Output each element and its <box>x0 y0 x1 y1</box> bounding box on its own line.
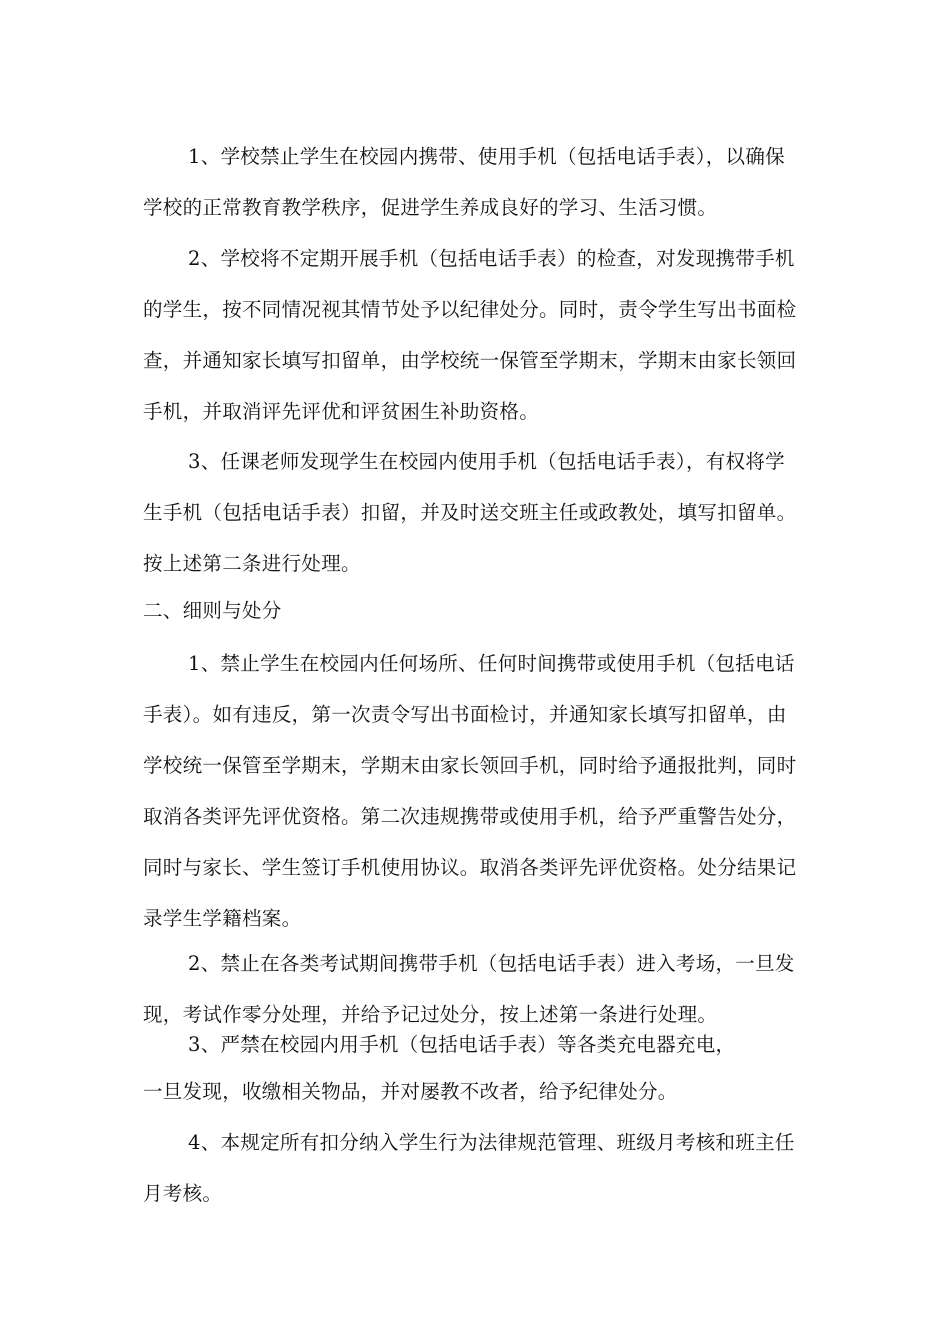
text-line: 的学生，按不同情况视其情节处予以纪律处分。同时，责令学生写出书面检 <box>143 298 797 321</box>
paragraph-rule-2 <box>143 233 819 437</box>
text-line: 1、禁止学生在校园内任何场所、任何时间携带或使用手机（包括电话 <box>188 652 795 675</box>
section-heading: 二、细则与处分 <box>143 599 282 622</box>
text-line: 学校统一保管至学期末，学期末由家长领回手机，同时给予通报批判，同时 <box>143 754 797 777</box>
text-line: 手表）。如有违反，第一次责令写出书面检讨，并通知家长填写扣留单，由 <box>143 703 787 726</box>
text-line: 3、任课老师发现学生在校园内使用手机（包括电话手表），有权将学 <box>188 450 785 473</box>
text-line: 2、禁止在各类考试期间携带手机（包括电话手表）进入考场，一旦发 <box>188 952 795 975</box>
text-line: 4、本规定所有扣分纳入学生行为法律规范管理、班级月考核和班主任 <box>188 1131 795 1154</box>
text-line: 学校的正常教育教学秩序，促进学生养成良好的学习、生活习惯。 <box>143 196 718 219</box>
paragraph-detail-4 <box>143 1117 819 1219</box>
text-line: 同时与家长、学生签订手机使用协议。取消各类评先评优资格。处分结果记 <box>143 856 797 879</box>
text-line: 3、严禁在校园内用手机（包括电话手表）等各类充电器充电， <box>188 1033 736 1056</box>
text-line: 2、学校将不定期开展手机（包括电话手表）的检查，对发现携带手机 <box>188 247 795 270</box>
text-line: 一旦发现，收缴相关物品，并对屡教不改者，给予纪律处分。 <box>143 1080 678 1103</box>
text-line: 录学生学籍档案。 <box>143 907 302 930</box>
paragraph-rule-3 <box>143 436 819 589</box>
paragraph-detail-3 <box>143 1021 819 1115</box>
text-line: 手机，并取消评先评优和评贫困生补助资格。 <box>143 400 540 423</box>
text-line: 月考核。 <box>143 1182 223 1205</box>
text-line: 查，并通知家长填写扣留单，由学校统一保管至学期末，学期末由家长领回 <box>143 349 797 372</box>
text-line: 生手机（包括电话手表）扣留，并及时送交班主任或政教处，填写扣留单。 <box>143 501 797 524</box>
text-line: 取消各类评先评优资格。第二次违规携带或使用手机，给予严重警告处分， <box>143 805 797 828</box>
paragraph-detail-1 <box>143 638 819 944</box>
text-line: 按上述第二条进行处理。 <box>143 552 361 575</box>
text-line: 现，考试作零分处理，并给予记过处分，按上述第一条进行处理。 <box>143 1003 718 1026</box>
paragraph-rule-1 <box>143 131 819 233</box>
text-line: 1、学校禁止学生在校园内携带、使用手机（包括电话手表），以确保 <box>188 145 785 168</box>
